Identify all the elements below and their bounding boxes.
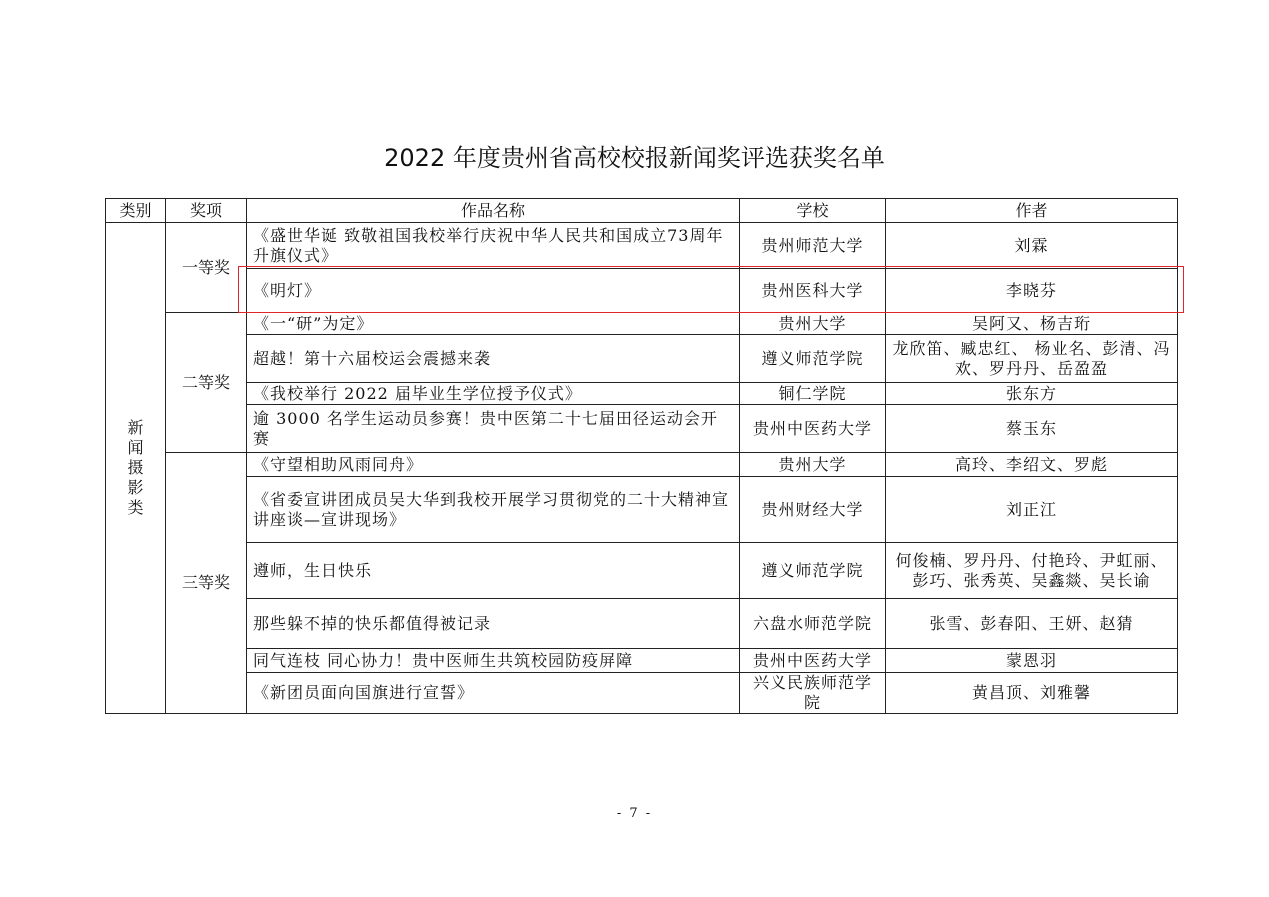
table-header-row xyxy=(106,199,1178,223)
table-row xyxy=(106,335,1178,383)
school-cell: 贵州师范大学 xyxy=(740,223,886,269)
school-cell: 贵州大学 xyxy=(740,453,886,477)
school-cell: 贵州中医药大学 xyxy=(740,405,886,453)
school-cell: 遵义师范学院 xyxy=(740,335,886,383)
table-row xyxy=(106,453,1178,477)
author-cell: 张东方 xyxy=(886,383,1178,405)
author-cell: 刘霖 xyxy=(886,223,1178,269)
work-cell: 《我校举行 2022 届毕业生学位授予仪式》 xyxy=(247,383,740,405)
school-cell: 贵州财经大学 xyxy=(740,477,886,543)
author-cell: 蔡玉东 xyxy=(886,405,1178,453)
header-category: 类别 xyxy=(106,199,166,223)
author-cell: 何俊楠、罗丹丹、付艳玲、尹虹丽、彭巧、张秀英、吴鑫燚、吴长谕 xyxy=(886,543,1178,599)
table-row xyxy=(106,313,1178,335)
highlight-box xyxy=(238,266,1184,313)
work-cell: 那些躲不掉的快乐都值得被记录 xyxy=(247,599,740,649)
table-row xyxy=(106,649,1178,673)
table-row xyxy=(106,223,1178,269)
header-prize: 奖项 xyxy=(166,199,247,223)
author-cell: 蒙恩羽 xyxy=(886,649,1178,673)
school-cell: 铜仁学院 xyxy=(740,383,886,405)
table-row xyxy=(106,383,1178,405)
header-school: 学校 xyxy=(740,199,886,223)
table-row xyxy=(106,477,1178,543)
author-cell: 刘正江 xyxy=(886,477,1178,543)
school-cell: 贵州中医药大学 xyxy=(740,649,886,673)
author-cell: 李晓芬 xyxy=(886,269,1178,313)
school-cell: 贵州大学 xyxy=(740,313,886,335)
work-cell: 《新团员面向国旗进行宣誓》 xyxy=(247,673,740,714)
author-cell: 黄昌顶、刘雅馨 xyxy=(886,673,1178,714)
school-cell: 遵义师范学院 xyxy=(740,543,886,599)
author-cell: 龙欣笛、臧忠红、 杨业名、彭清、冯欢、罗丹丹、岳盈盈 xyxy=(886,335,1178,383)
author-cell: 吴阿又、杨吉珩 xyxy=(886,313,1178,335)
prize-cell: 一等奖 xyxy=(166,223,247,313)
table-row xyxy=(106,405,1178,453)
author-cell: 高玲、李绍文、罗彪 xyxy=(886,453,1178,477)
table-row xyxy=(106,543,1178,599)
work-cell: 超越！第十六届校运会震撼来袭 xyxy=(247,335,740,383)
prize-cell: 二等奖 xyxy=(166,313,247,453)
work-cell: 遵师，生日快乐 xyxy=(247,543,740,599)
page-title: 2022 年度贵州省高校校报新闻奖评选获奖名单 xyxy=(384,144,885,172)
table-row xyxy=(106,673,1178,714)
work-cell: 同气连枝 同心协力！贵中医师生共筑校园防疫屏障 xyxy=(247,649,740,673)
header-author: 作者 xyxy=(886,199,1178,223)
school-cell: 兴义民族师范学院 xyxy=(740,673,886,714)
work-cell: 《守望相助风雨同舟》 xyxy=(247,453,740,477)
school-cell: 六盘水师范学院 xyxy=(740,599,886,649)
page-number: - 7 - xyxy=(616,806,653,821)
work-cell: 《一“研”为定》 xyxy=(247,313,740,335)
author-cell: 张雪、彭春阳、王妍、赵猜 xyxy=(886,599,1178,649)
table-row xyxy=(106,599,1178,649)
work-cell: 《省委宣讲团成员吴大华到我校开展学习贯彻党的二十大精神宣讲座谈—宣讲现场》 xyxy=(247,477,740,543)
work-cell: 《明灯》 xyxy=(247,269,740,313)
category-cell: 新闻摄影类 xyxy=(106,223,166,714)
header-work: 作品名称 xyxy=(247,199,740,223)
work-cell: 《盛世华诞 致敬祖国我校举行庆祝中华人民共和国成立73周年升旗仪式》 xyxy=(247,223,740,269)
work-cell: 逾 3000 名学生运动员参赛！贵中医第二十七届田径运动会开赛 xyxy=(247,405,740,453)
prize-cell: 三等奖 xyxy=(166,453,247,714)
school-cell: 贵州医科大学 xyxy=(740,269,886,313)
